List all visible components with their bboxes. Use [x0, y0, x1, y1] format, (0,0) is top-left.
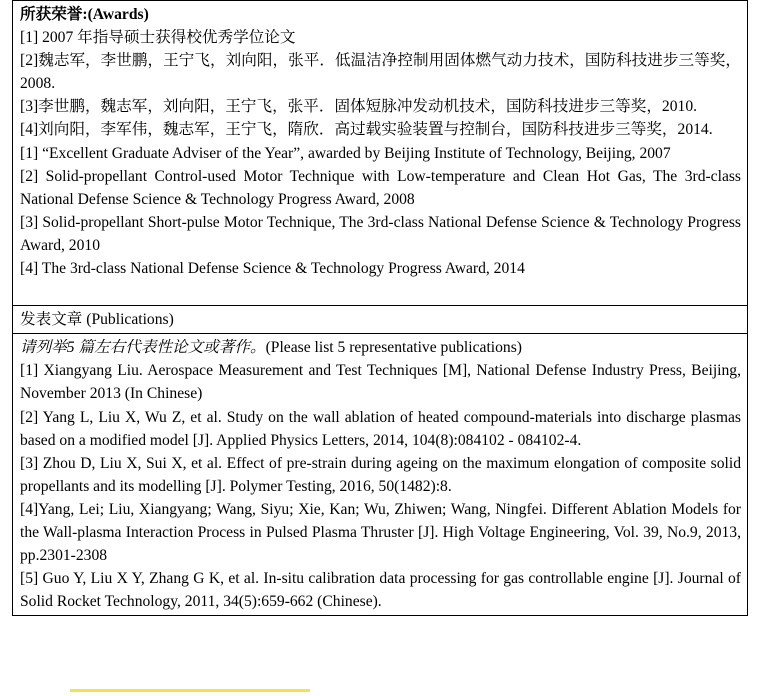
publications-heading: 发表文章 (Publications) — [20, 311, 174, 329]
awards-cell — [13, 1, 748, 306]
award-cn-1: [1] 2007 年指导硕士获得校优秀学位论文 — [20, 29, 296, 47]
publication-1: [1] Xiangyang Liu. Aerospace Measurement and Test Techniques [M], National Defense Industry Press, Beijing, November 2013 (In Chinese) — [20, 362, 741, 403]
publications-note-en: (Please list 5 representative publications) — [265, 339, 522, 357]
awards-heading: 所获荣誉:(Awards) — [20, 6, 149, 23]
awards-spacer — [20, 280, 741, 303]
award-cn-3: [3]李世鹏，魏志军，刘向阳，王宁飞，张平．固体短脉冲发动机技术，国防科技进步三等奖，2010. — [20, 98, 698, 116]
publication-4: [4]Yang, Lei; Liu, Xiangyang; Wang, Siyu; Xie, Kan; Wu, Zhiwen; Wang, Ningfei. Different Ablation Models for the Wall-plasma Interaction Process in Pulsed Plasma Thruster [J]. High Voltage Engineering, Vol. 39, No.9, 2013, pp.2301-2308 — [20, 500, 741, 565]
publications-note — [20, 336, 741, 359]
publications-note-cn: 请列举5 篇左右代表性论文或著作。 — [20, 339, 266, 357]
award-cn-2: [2]魏志军，李世鹏，王宁飞，刘向阳，张平．低温洁净控制用固体燃气动力技术，国防科技进步三等奖，2008. — [20, 52, 741, 93]
award-en-3: [3] Solid-propellant Short-pulse Motor Technique, The 3rd-class National Defense Science & Technology Progress Award, 2010 — [20, 213, 741, 254]
highlight-underline — [70, 689, 310, 692]
publications-heading-row — [13, 306, 748, 334]
award-en-1: [1] “Excellent Graduate Adviser of the Year”, awarded by Beijing Institute of Technology, Beijing, 2007 — [20, 144, 671, 162]
publication-2: [2] Yang L, Liu X, Wu Z, et al. Study on the wall ablation of heated compound-materials into discharge plasmas based on a modified model [J]. Applied Physics Letters, 2014, 104(8):084102 - 084102-4. — [20, 408, 741, 449]
publication-3: [3] Zhou D, Liu X, Sui X, et al. Effect of pre-strain during ageing on the maximum elongation of composite solid propellants and its modelling [J]. Polymer Testing, 2016, 50(1482):8. — [20, 454, 741, 495]
award-en-4: [4] The 3rd-class National Defense Science & Technology Progress Award, 2014 — [20, 260, 525, 278]
award-cn-4: [4]刘向阳，李军伟，魏志军，王宁飞，隋欣．高过载实验装置与控制台，国防科技进步三等奖，2014. — [20, 121, 713, 139]
publications-heading-cell — [13, 306, 748, 334]
award-en-2: [2] Solid-propellant Control-used Motor Technique with Low-temperature and Clean Hot Gas, The 3rd-class National Defense Science & Technology Progress Award, 2008 — [20, 167, 741, 208]
awards-row — [13, 1, 748, 306]
publication-5: [5] Guo Y, Liu X Y, Zhang G K, et al. In-situ calibration data processing for gas controllable engine [J]. Journal of Solid Rocket Technology, 2011, 34(5):659-662 (Chinese). — [20, 570, 741, 611]
publications-row — [13, 334, 748, 616]
publications-cell — [13, 334, 748, 616]
cv-table — [12, 0, 748, 616]
